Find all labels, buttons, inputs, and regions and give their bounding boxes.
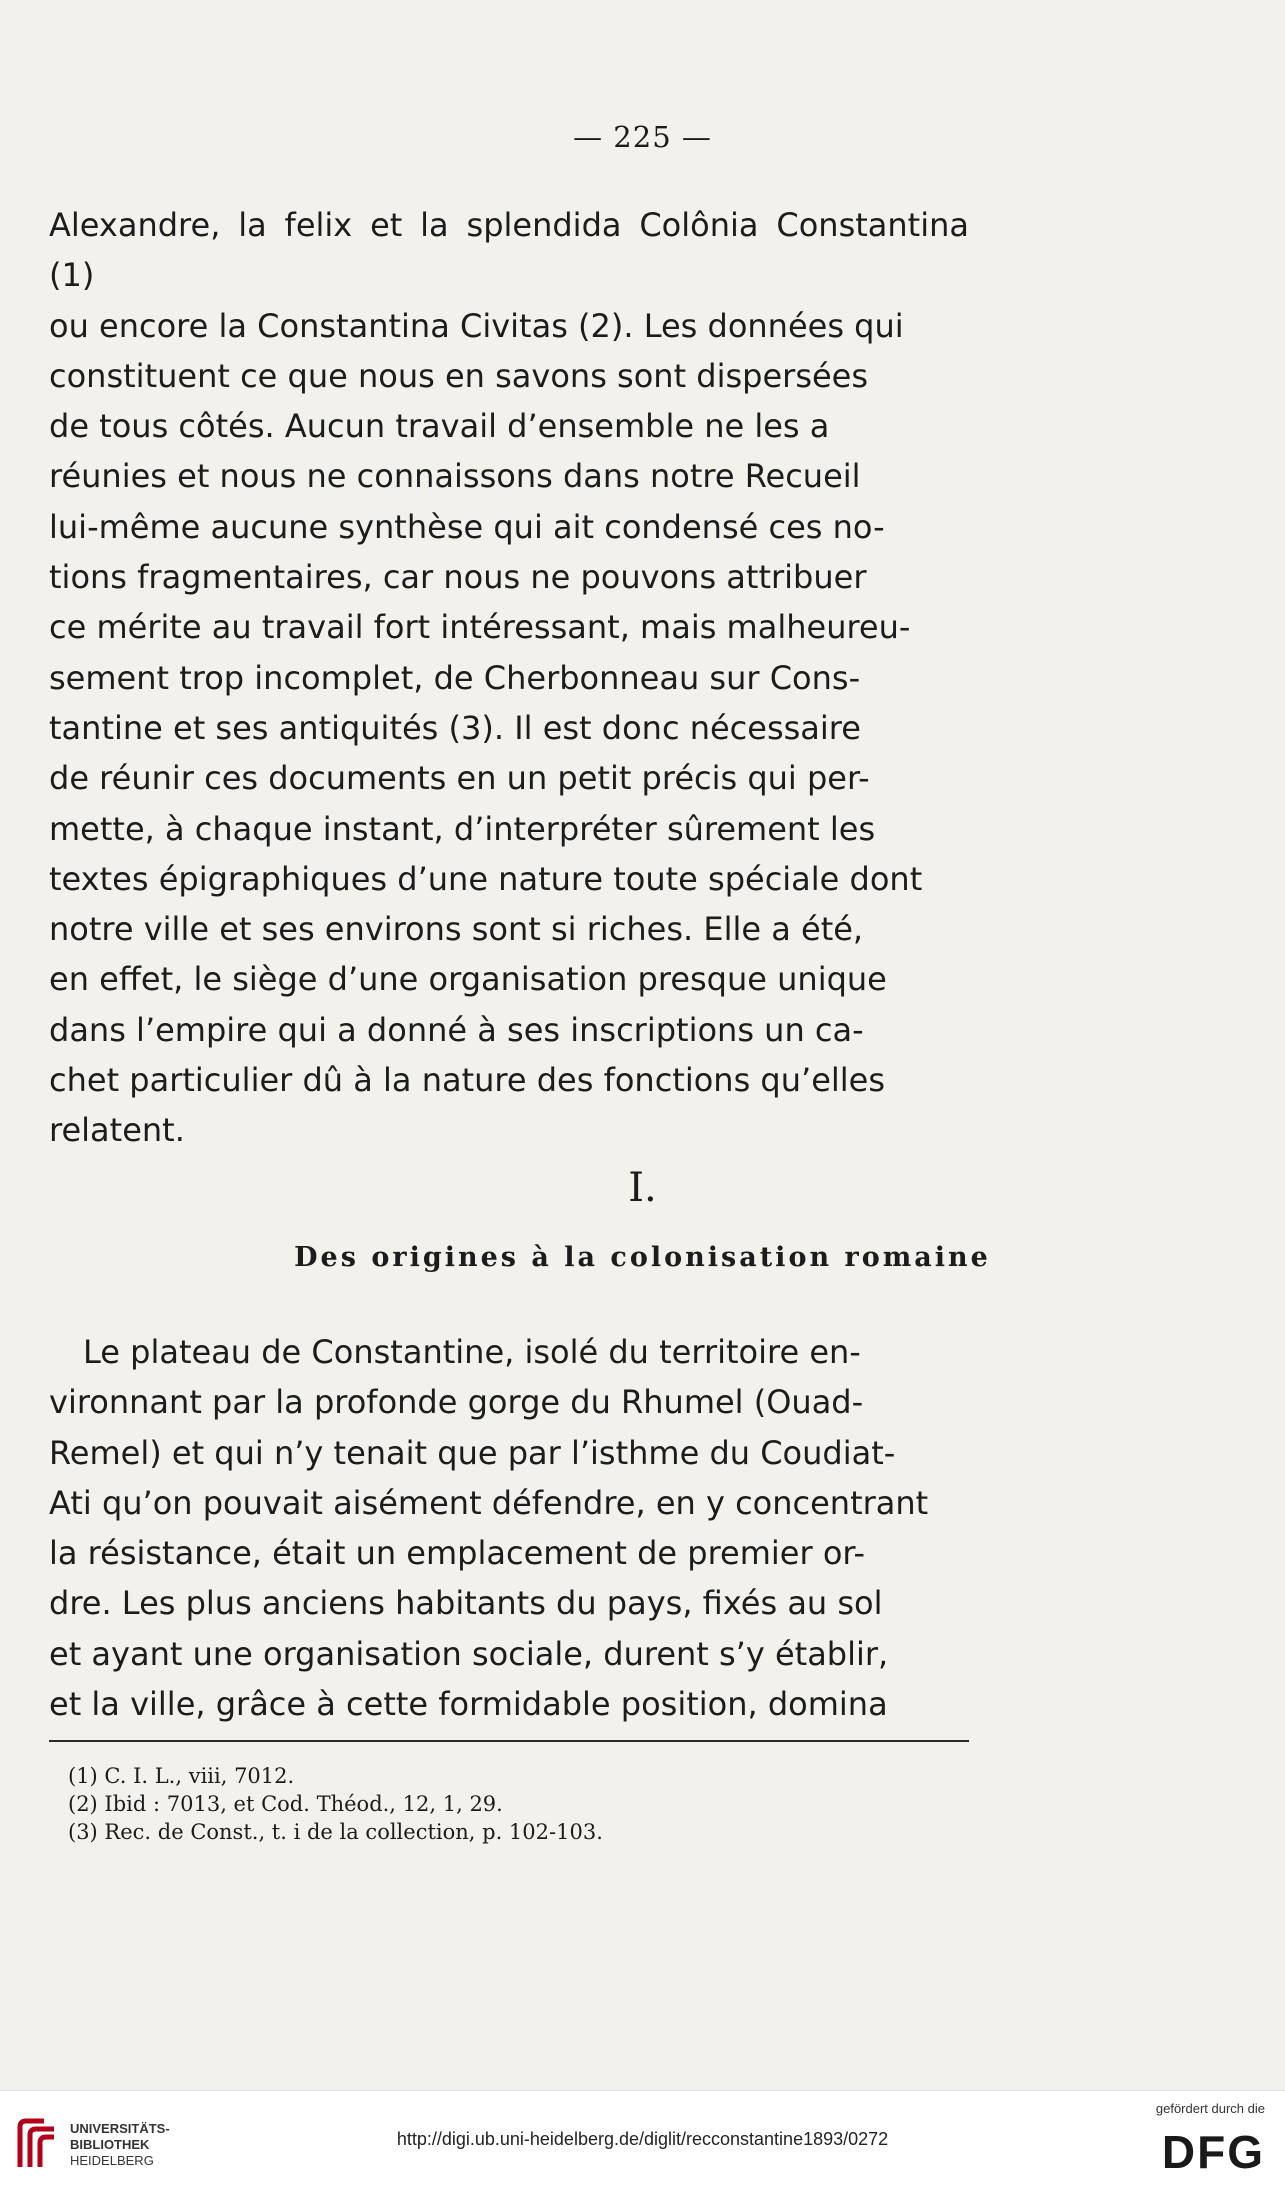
text-line: ou encore la Constantina Civitas (2). Les données qui [49,306,904,345]
paragraph-2 [49,1327,969,1729]
library-name-line: HEIDELBERG [70,2153,154,2168]
text-line: dans l’empire qui a donné à ses inscriptions un ca- [49,1010,864,1049]
permalink-url[interactable]: http://digi.ub.uni-heidelberg.de/diglit/recconstantine1893/0272 [396,2129,889,2149]
section-title: Des origines à la colonisation romaine [294,1242,991,1273]
text-line: dre. Les plus anciens habitants du pays, fixés au sol [49,1584,883,1623]
text-line: chet particulier dû à la nature des fonctions qu’elles [49,1061,886,1100]
footnote: (1) C. I. L., viii, 7012. [68,1764,295,1788]
text-line: vironnant par la profonde gorge du Rhumel (Ouad- [49,1383,864,1422]
footnote: (2) Ibid : 7013, et Cod. Théod., 12, 1, 29. [68,1792,503,1816]
text-line: Alexandre, la felix et la splendida Colônia Constantina (1) [49,206,969,295]
text-line: notre ville et ses environs sont si riches. Elle a été, [49,910,864,949]
library-name-line: UNIVERSITÄTS- [70,2121,170,2136]
dfg-logo[interactable]: DFG [1161,2126,1265,2178]
text-line: Remel) et qui n’y tenait que par l’isthme du Coudiat- [49,1433,896,1472]
footnotes [68,1762,948,1846]
text-line: relatent. [49,1111,185,1150]
text-line: Le plateau de Constantine, isolé du territoire en- [83,1333,861,1371]
text-line: textes épigraphiques d’une nature toute spéciale dont [49,859,923,898]
text-line: tantine et ses antiquités (3). Il est donc nécessaire [49,708,861,747]
viewer-footer [0,2090,1285,2185]
footnote: (3) Rec. de Const., t. i de la collection, p. 102-103. [68,1820,603,1844]
text-line: de réunir ces documents en un petit précis qui per- [49,759,870,798]
text-line: réunies et nous ne connaissons dans notre Recueil [49,457,861,496]
text-line: Ati qu’on pouvait aisément défendre, en y concentrant [49,1483,929,1522]
section-numeral: I. [628,1165,657,1211]
text-line: lui-même aucune synthèse qui ait condensé ces no- [49,507,885,546]
footnote-divider [49,1740,969,1742]
page-number: — 225 — [573,120,712,154]
text-line: constituent ce que nous en savons sont dispersées [49,356,869,395]
library-name-line: BIBLIOTHEK [70,2137,150,2152]
text-line: tions fragmentaires, car nous ne pouvons attribuer [49,558,867,597]
text-line: mette, à chaque instant, d’interpréter sûrement les [49,809,876,848]
text-line: la résistance, était un emplacement de premier or- [49,1534,866,1573]
text-line: en effet, le siège d’une organisation presque unique [49,960,887,999]
sponsor-caption: gefördert durch die [1155,2101,1265,2116]
text-line: et ayant une organisation sociale, durent s’y établir, [49,1634,889,1673]
paragraph-1 [49,200,969,1156]
text-line: ce mérite au travail fort intéressant, mais malheureu- [49,608,911,647]
text-line: de tous côtés. Aucun travail d’ensemble ne les a [49,407,830,446]
text-line: et la ville, grâce à cette formidable position, domina [49,1685,888,1724]
text-line: sement trop incomplet, de Cherbonneau sur Cons- [49,658,861,697]
